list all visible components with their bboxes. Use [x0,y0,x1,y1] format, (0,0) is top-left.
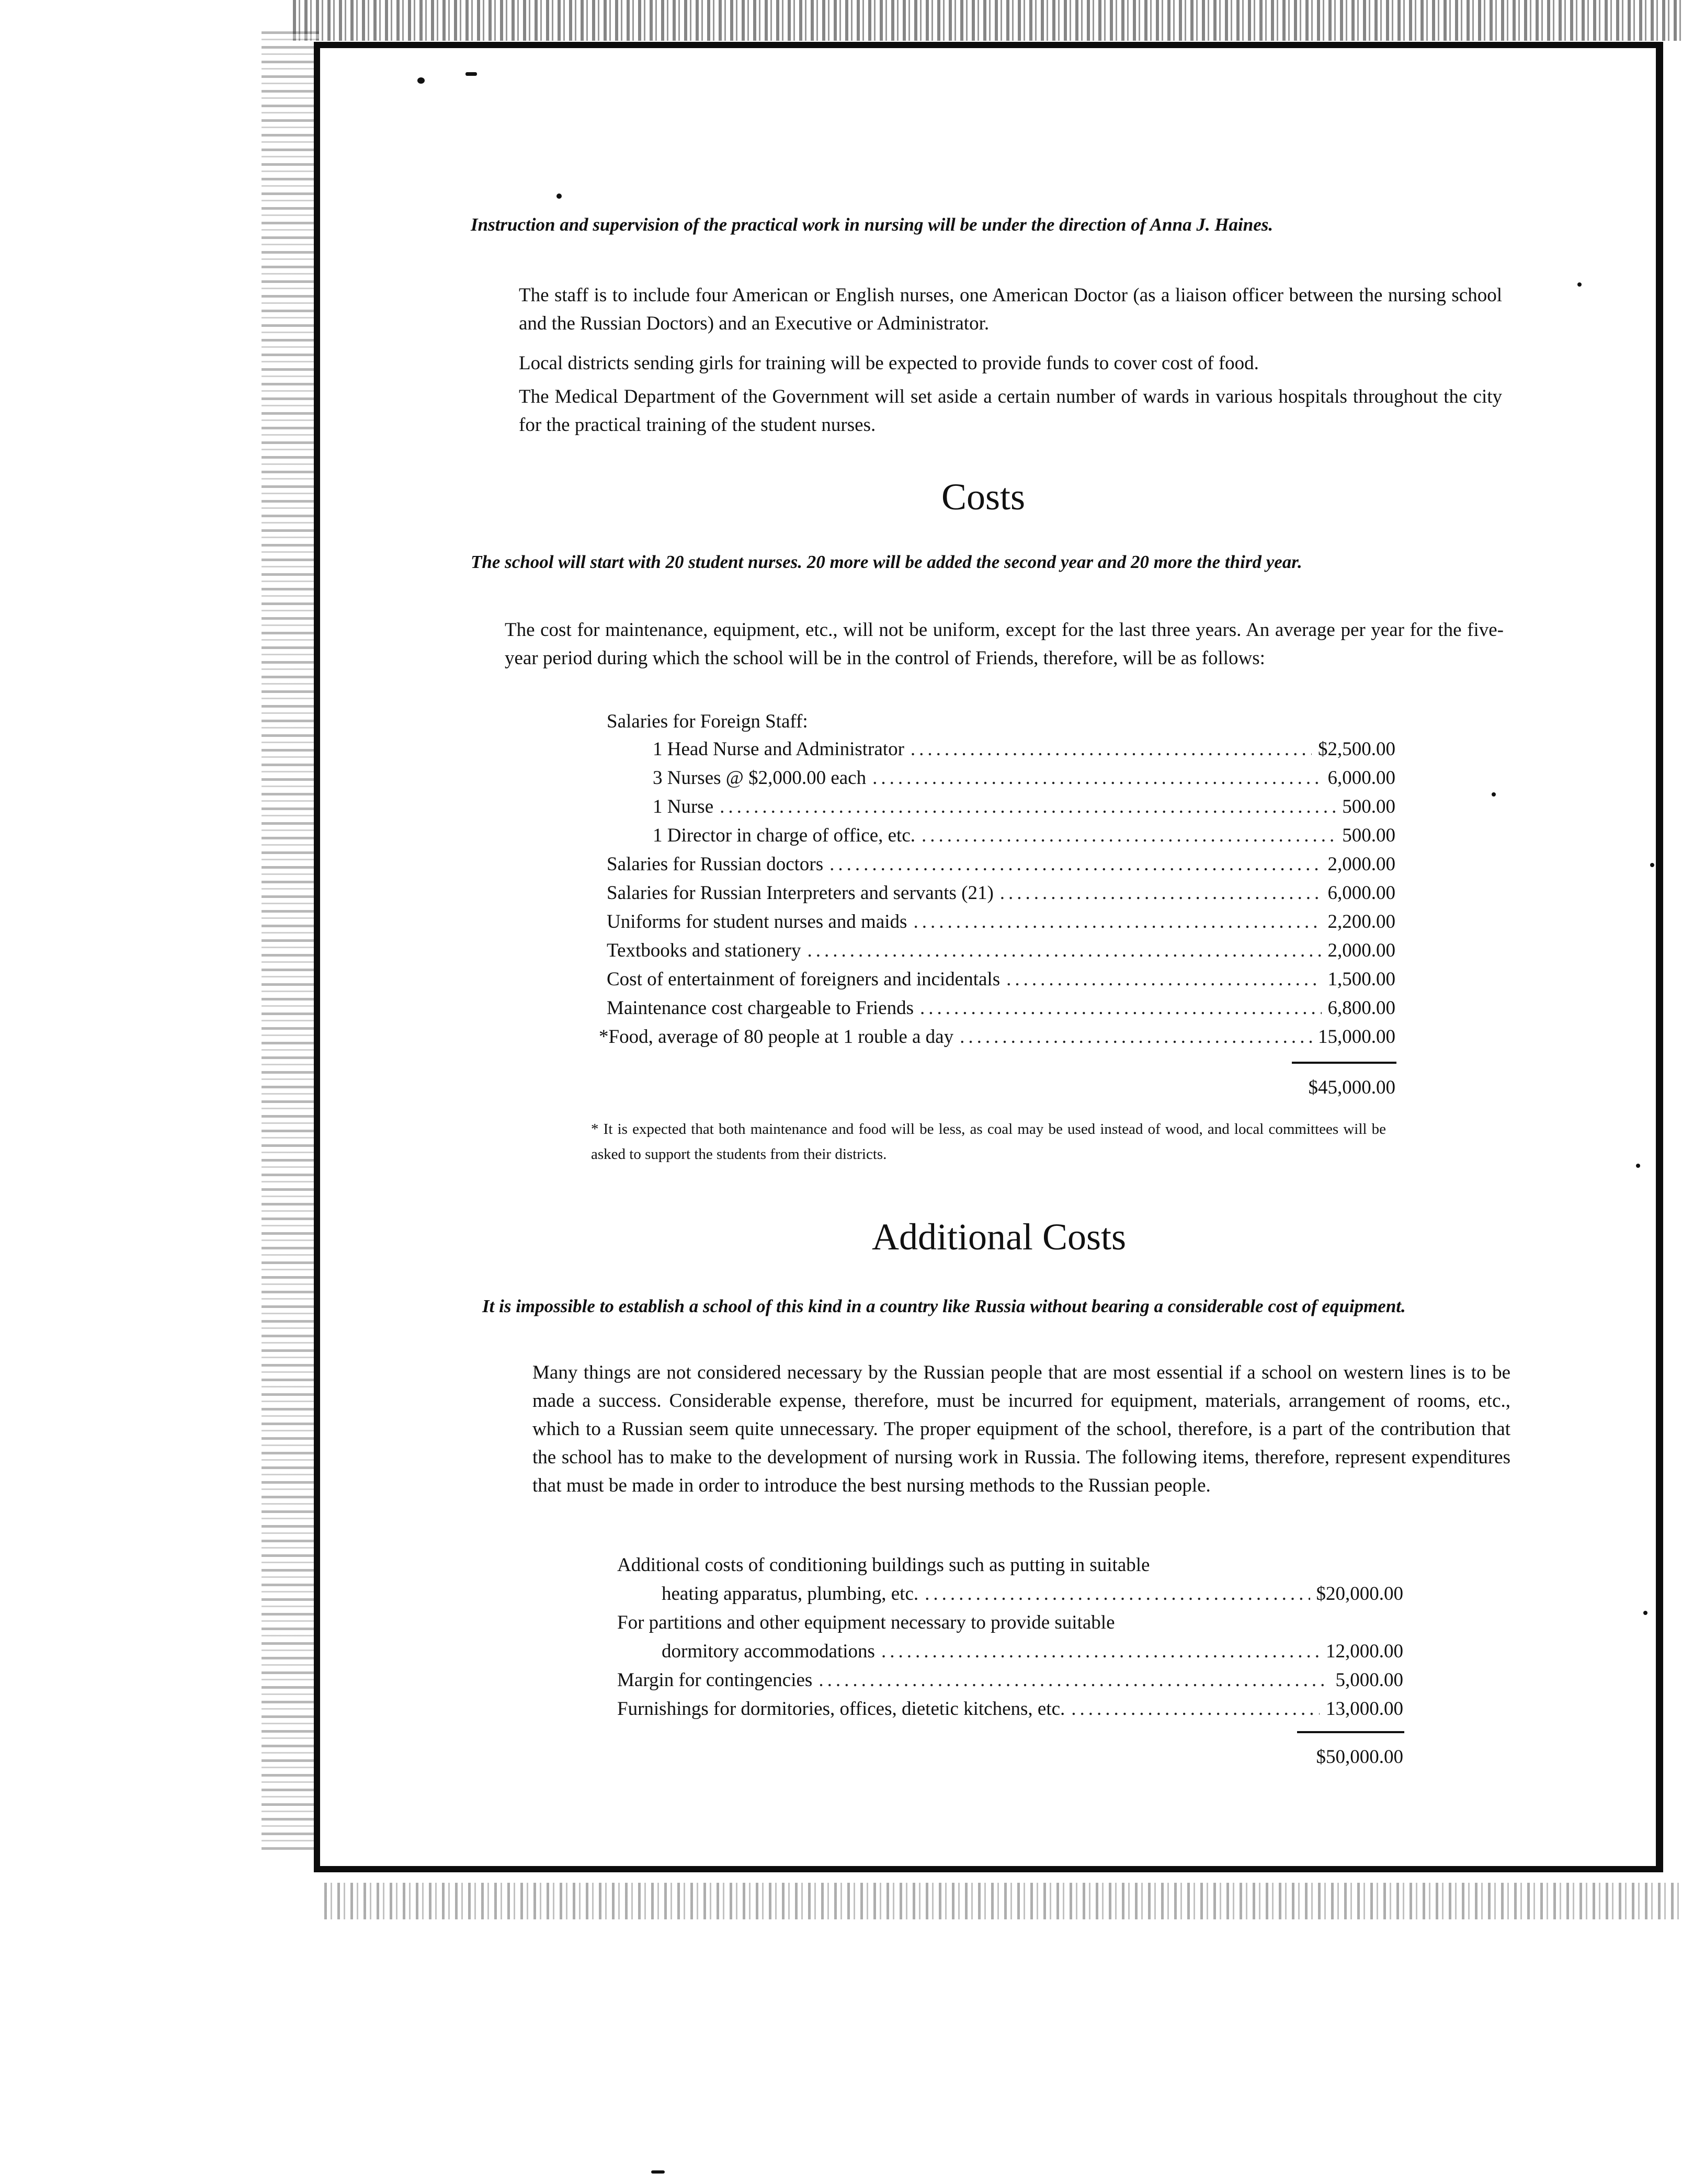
cost-row-amount: 2,000.00 [1327,940,1395,961]
cost-row-amount: 2,200.00 [1327,911,1395,932]
intro-paragraph-staff: The staff is to include four American or English nurses, one American Doctor (as a liaison officer between the nursing school and the Russian Doctors) and an Executive or Administrator. [519,285,1502,334]
cost-row-maintenance [607,994,1395,1022]
leader-dots [807,936,1321,965]
cost-row-amount: 6,800.00 [1327,997,1395,1019]
cost-row-nurses [653,764,1395,792]
cost-row-food [599,1022,1395,1051]
additional-row-label: dormitory accommodations [662,1641,875,1662]
costs-heading: Costs [941,476,1026,518]
leader-dots [913,907,1321,936]
cost-row-nurse [653,792,1395,821]
additional-row-buildings-intro: Additional costs of conditioning buildings such as putting in suitable [617,1554,1150,1576]
cost-row-amount: 15,000.00 [1318,1026,1395,1048]
scan-speck [1492,792,1496,797]
costs-footnote: * It is expected that both maintenance and food will be less, as coal may be used instead of wood, and local committees will be asked to support the students from their districts. [591,1121,1386,1163]
cost-row-director [653,821,1395,850]
scan-edge-top [293,0,1682,41]
cost-row-textbooks [607,936,1395,965]
scan-speck [556,194,562,199]
additional-row-partitions [662,1637,1403,1666]
cost-row-amount: $2,500.00 [1318,738,1395,760]
additional-lead: It is impossible to establish a school of this kind in a country like Russia without bearing a considerable cost of equipment. [482,1296,1406,1316]
foreign-staff-heading: Salaries for Foreign Staff: [607,711,808,732]
total-rule [1292,1062,1396,1064]
cost-row-label: Salaries for Russian Interpreters and servants (21) [607,882,994,904]
additional-row-furnishings [617,1694,1403,1723]
leader-dots [925,1579,1310,1608]
cost-row-label: 1 Nurse [653,796,714,817]
additional-row-label: heating apparatus, plumbing, etc. [662,1583,919,1605]
cost-row-label: 3 Nurses @ $2,000.00 each [653,767,867,789]
cost-row-label: *Food, average of 80 people at 1 rouble a day [599,1026,954,1048]
leader-dots [920,994,1322,1022]
cost-row-label: 1 Director in charge of office, etc. [653,825,916,846]
cost-row-amount: 500.00 [1342,796,1395,817]
leader-dots [872,764,1321,792]
cost-row-label: Cost of entertainment of foreigners and incidentals [607,969,1001,990]
cost-row-label: Salaries for Russian doctors [607,854,824,875]
additional-row-partitions-intro: For partitions and other equipment necessary to provide suitable [617,1612,1115,1633]
scan-speck [465,72,477,76]
leader-dots [1006,965,1321,994]
additional-total: $50,000.00 [1316,1746,1403,1768]
leader-dots [1071,1694,1320,1723]
additional-row-amount: $20,000.00 [1316,1583,1403,1605]
cost-row-label: Maintenance cost chargeable to Friends [607,997,914,1019]
costs-total: $45,000.00 [1308,1077,1395,1098]
cost-row-amount: 1,500.00 [1327,969,1395,990]
additional-row-amount: 5,000.00 [1335,1669,1403,1691]
intro-paragraph-wards: The Medical Department of the Government will set aside a certain number of wards in various hospitals throughout the city for the practical training of the student nurses. [519,386,1502,436]
additional-row-label: Furnishings for dormitories, offices, dietetic kitchens, etc. [617,1698,1065,1720]
additional-paragraph: Many things are not considered necessary by the Russian people that are most essential if a school on western lines is to be made a success. Considerable expense, therefore, must be incurred for equipment, materials, arrangement of rooms, etc., which to a Russian seem quite unnecessary. The proper equipment of the school, therefore, is a part of the contribution that the school has to make to the development of nursing work in Russia. The following items, therefore, represent expenditures that must be made in order to introduce the best nursing methods to the Russian people. [532,1362,1510,1496]
leader-dots [911,735,1312,764]
scan-speck [417,77,425,84]
cost-row-amount: 500.00 [1342,825,1395,846]
cost-row-russian-doctors [607,850,1395,879]
leader-dots [960,1022,1312,1051]
leader-dots [922,821,1336,850]
cost-row-uniforms [607,907,1395,936]
costs-lead: The school will start with 20 student nurses. 20 more will be added the second year and 20 more the third year. [471,552,1302,572]
leader-dots [829,850,1321,879]
scan-speck [1636,1164,1640,1168]
scan-speck [1577,282,1582,287]
cost-row-label: Uniforms for student nurses and maids [607,911,907,932]
costs-paragraph: The cost for maintenance, equipment, etc., will not be uniform, except for the last three years. An average per year for the five-year period during which the school will be in the control of Friends, therefore, will be as follows: [505,619,1504,669]
cost-row-label: 1 Head Nurse and Administrator [653,738,904,760]
scan-speck [651,2170,665,2174]
leader-dots [881,1637,1320,1666]
scan-edge-bottom [324,1883,1682,1919]
total-rule [1297,1731,1404,1733]
additional-row-amount: 12,000.00 [1326,1641,1403,1662]
cost-row-amount: 6,000.00 [1327,767,1395,789]
leader-dots [720,792,1336,821]
additional-row-contingencies [617,1666,1403,1694]
cost-row-amount: 2,000.00 [1327,854,1395,875]
intro-paragraph-food: Local districts sending girls for training will be expected to provide funds to cover cost of food. [519,352,1259,374]
intro-lead: Instruction and supervision of the practical work in nursing will be under the direction of Anna J. Haines. [471,214,1274,235]
additional-row-label: Margin for contingencies [617,1669,813,1691]
cost-row-entertainment [607,965,1395,994]
scan-speck [1650,863,1654,867]
leader-dots [1000,879,1322,907]
cost-row-interpreters [607,879,1395,907]
cost-row-head-nurse [653,735,1395,764]
scan-speck [1643,1611,1647,1615]
additional-costs-heading: Additional Costs [871,1216,1127,1258]
additional-row-amount: 13,000.00 [1326,1698,1403,1720]
cost-row-amount: 6,000.00 [1327,882,1395,904]
additional-row-buildings [662,1579,1403,1608]
leader-dots [819,1666,1329,1694]
scan-edge-left [262,31,319,1851]
cost-row-label: Textbooks and stationery [607,940,801,961]
